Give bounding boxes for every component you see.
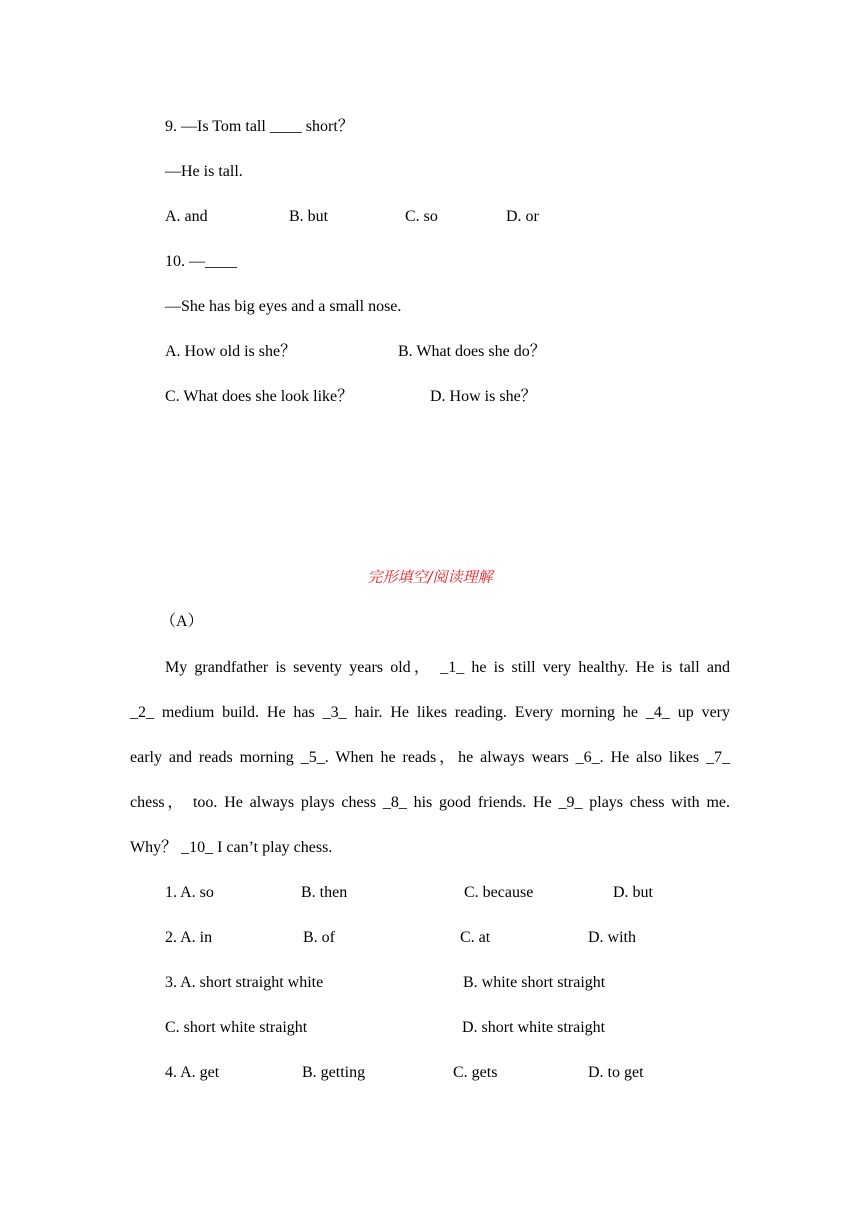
question-9-option-a: A. and <box>165 208 208 225</box>
cloze-1-option-c: C. because <box>464 884 534 901</box>
passage-line: early and reads morning _5_. When he reads，he always wears _6_. He also likes _7_ <box>130 749 730 766</box>
question-9-option-c: C. so <box>405 208 438 225</box>
cloze-3-option-a: 3. A. short straight white <box>165 974 324 991</box>
cloze-1-option-d: D. but <box>613 884 653 901</box>
cloze-4-option-a: 4. A. get <box>165 1064 220 1081</box>
passage-line: chess， too. He always plays chess _8_ his good friends. He _9_ plays chess with me. <box>130 794 730 811</box>
cloze-2-option-d: D. with <box>588 929 636 946</box>
cloze-4-option-b: B. getting <box>302 1064 366 1081</box>
passage-line: Why？ _10_ I can’t play chess. <box>130 839 333 856</box>
cloze-1-option-a: 1. A. so <box>165 884 214 901</box>
question-10-option-a: A. How old is she？ <box>165 343 297 360</box>
cloze-2-option-c: C. at <box>460 929 491 946</box>
question-9-option-d: D. or <box>506 208 539 225</box>
question-10-option-b: B. What does she do？ <box>398 343 546 360</box>
question-9-answer: —He is tall. <box>165 163 243 180</box>
question-10-stem: 10. —____ <box>165 253 237 270</box>
cloze-2-option-a: 2. A. in <box>165 929 213 946</box>
passage-line: My grandfather is seventy years old， _1_ he is still very healthy. He is tall and <box>165 659 730 676</box>
cloze-2-option-b: B. of <box>303 929 335 946</box>
cloze-4-option-d: D. to get <box>588 1064 644 1081</box>
question-10-answer: —She has big eyes and a small nose. <box>165 298 402 315</box>
question-9-option-b: B. but <box>289 208 329 225</box>
cloze-4-option-c: C. gets <box>453 1064 498 1081</box>
question-10-option-d: D. How is she？ <box>430 388 537 405</box>
cloze-3-option-d: D. short white straight <box>462 1019 606 1036</box>
question-10-option-c: C. What does she look like？ <box>165 388 354 405</box>
cloze-3-option-c: C. short white straight <box>165 1019 308 1036</box>
passage-line: _2_ medium build. He has _3_ hair. He likes reading. Every morning he _4_ up very <box>130 704 730 721</box>
question-9-stem: 9. —Is Tom tall ____ short？ <box>165 118 354 135</box>
cloze-3-option-b: B. white short straight <box>463 974 606 991</box>
cloze-1-option-b: B. then <box>301 884 348 901</box>
passage-label: （A） <box>160 613 204 630</box>
section-title: 完形填空/阅读理解 <box>367 568 493 586</box>
